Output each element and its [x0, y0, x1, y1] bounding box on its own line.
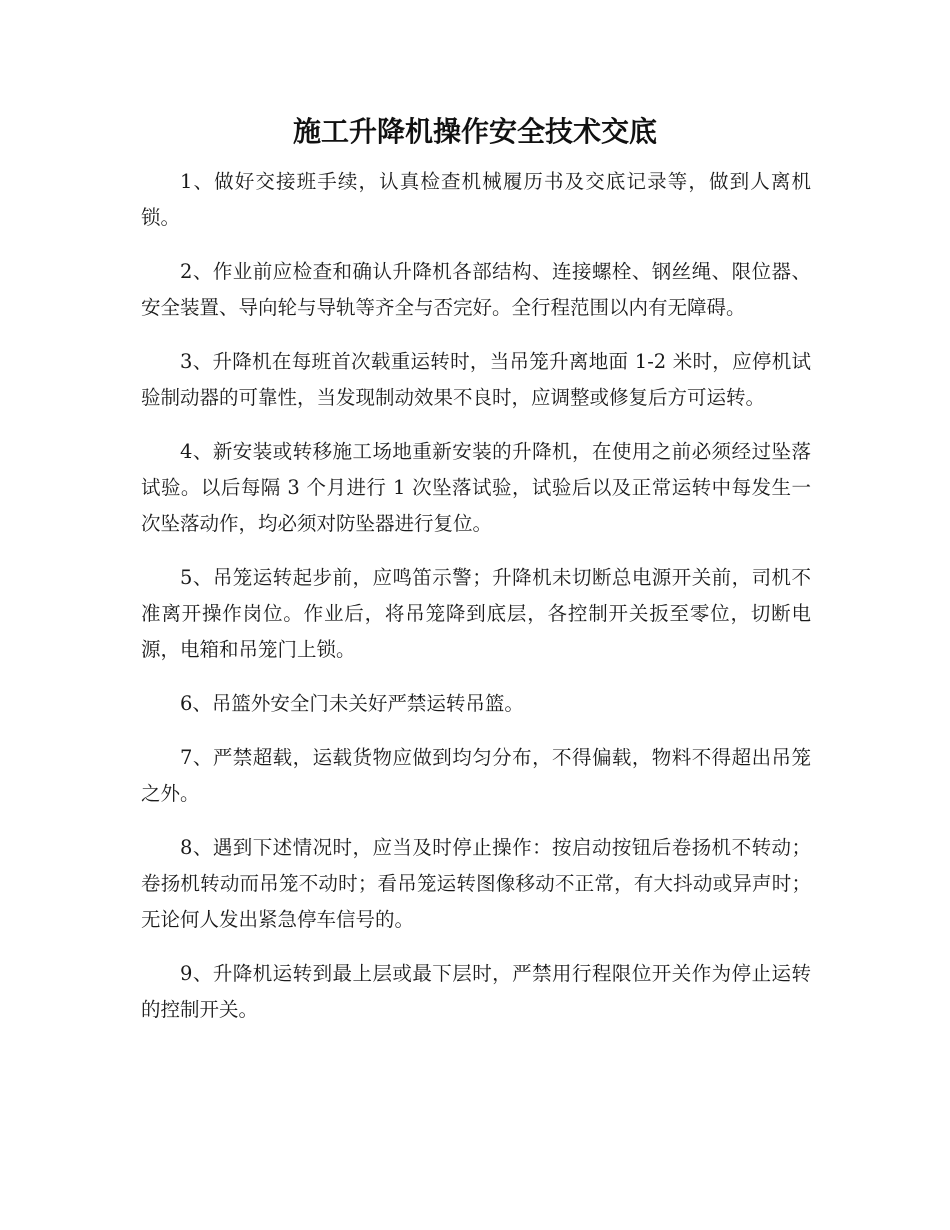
paragraph-8: 8、遇到下述情况时，应当及时停止操作：按启动按钮后卷扬机不转动；卷扬机转动而吊笼不动时；看吊笼运转图像移动不正常，有大抖动或异声时；无论何人发出紧急停车信号的。 [141, 836, 811, 931]
paragraph-5: 5、吊笼运转起步前，应鸣笛示警；升降机未切断总电源开关前，司机不准离开操作岗位。作业后，将吊笼降到底层，各控制开关扳至零位，切断电源，电箱和吊笼门上锁。 [141, 566, 811, 661]
paragraph-2: 2、作业前应检查和确认升降机各部结构、连接螺栓、钢丝绳、限位器、安全装置、导向轮与导轨等齐全与否完好。全行程范围以内有无障碍。 [141, 260, 811, 319]
paragraph-7: 7、严禁超载，运载货物应做到均匀分布，不得偏载，物料不得超出吊笼之外。 [141, 746, 811, 805]
paragraph-1: 1、做好交接班手续，认真检查机械履历书及交底记录等，做到人离机锁。 [141, 170, 811, 229]
document-body [141, 164, 811, 1046]
paragraph-4: 4、新安装或转移施工场地重新安装的升降机，在使用之前必须经过坠落试验。以后每隔 3 个月进行 1 次坠落试验，试验后以及正常运转中每发生一次坠落动作，均必须对防坠器进行复位。 [141, 440, 811, 535]
page-title: 施工升降机操作安全技术交底 [292, 115, 657, 148]
paragraph-6: 6、吊篮外安全门未关好严禁运转吊篮。 [180, 692, 524, 715]
paragraph-3: 3、升降机在每班首次载重运转时，当吊笼升离地面 1-2 米时，应停机试验制动器的可靠性，当发现制动效果不良时，应调整或修复后方可运转。 [141, 350, 811, 409]
paragraph-9: 9、升降机运转到最上层或最下层时，严禁用行程限位开关作为停止运转的控制开关。 [141, 962, 811, 1021]
